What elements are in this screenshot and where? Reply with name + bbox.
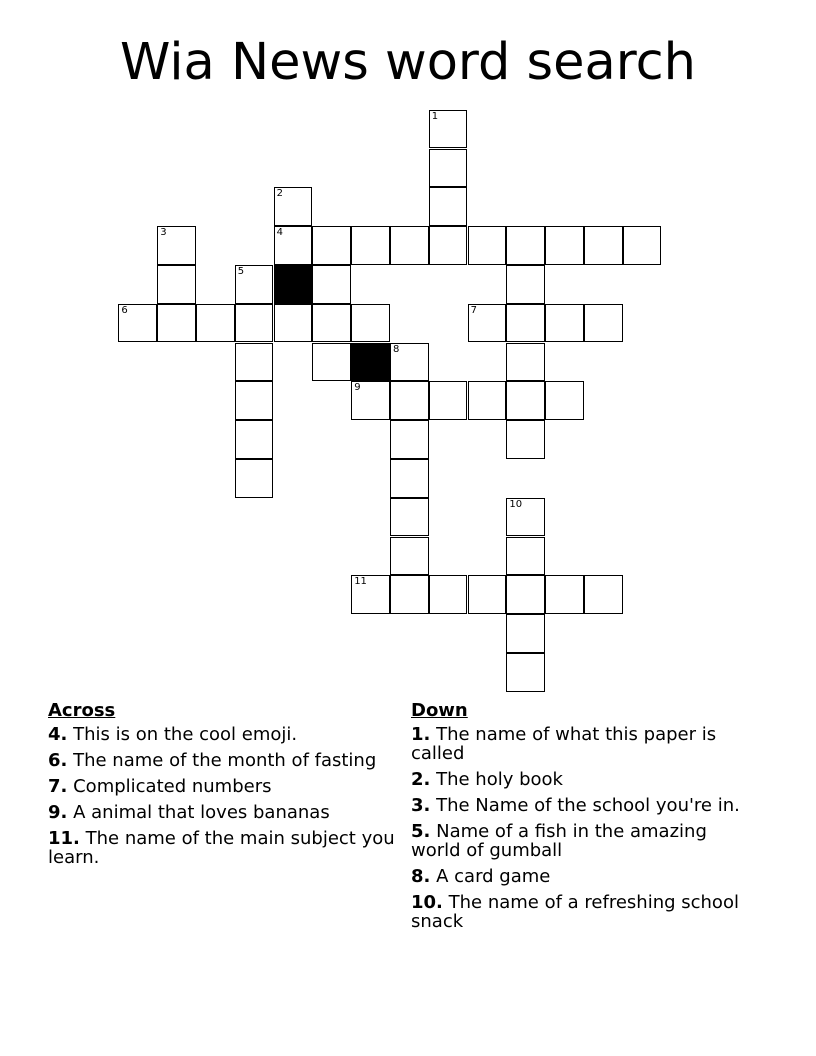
grid-cell[interactable] [506,614,545,653]
grid-cell[interactable] [506,498,545,537]
grid-cell[interactable] [468,226,507,265]
grid-cell[interactable] [429,381,468,420]
grid-cell[interactable] [584,226,623,265]
grid-cell[interactable] [390,459,429,498]
clue-number-label: 7 [470,304,477,316]
grid-cell[interactable] [235,420,274,459]
clue-number-label: 4 [276,227,283,239]
grid-cell[interactable] [506,304,545,343]
clue-number-label: 5 [237,266,245,277]
clue-text: A card game [436,866,551,887]
grid-cell[interactable] [429,149,468,188]
grid-cell[interactable] [157,304,196,343]
block-cell [351,343,390,382]
clue-number: 7. [48,776,68,797]
grid-cell[interactable] [506,265,545,304]
clue-number: 1. [411,724,431,745]
clue-number: 5. [411,821,431,842]
grid-cell[interactable] [235,343,274,382]
clue-text: The name of the month of fasting [73,750,377,771]
clue-number: 11. [48,828,80,849]
clue-text: The name of a refreshing school snack [411,892,739,932]
grid-cell[interactable] [351,381,390,420]
clue-down-2 [411,770,756,789]
clue-number: 3. [411,795,431,816]
clue-text: The name of the main subject you learn. [48,828,395,868]
grid-cell[interactable] [274,226,313,265]
clue-number: 10. [411,892,443,913]
clue-across-4 [48,725,398,744]
grid-cell[interactable] [468,575,507,614]
grid-cell[interactable] [196,304,235,343]
grid-cell[interactable] [390,537,429,576]
grid-cell[interactable] [468,304,507,343]
clue-number-label: 6 [121,304,128,316]
clue-number: 2. [411,769,431,790]
clue-number-label: 10 [509,498,523,510]
clue-number: 8. [411,866,431,887]
block-cell [274,265,313,304]
clue-text: Complicated numbers [73,776,272,797]
grid-cell[interactable] [118,304,157,343]
clue-across-7 [48,777,398,796]
grid-cell[interactable] [390,226,429,265]
grid-cell[interactable] [429,187,468,226]
grid-cell[interactable] [390,420,429,459]
clue-down-10 [411,893,756,931]
grid-cell[interactable] [468,381,507,420]
clue-number-label: 11 [354,576,367,588]
grid-cell[interactable] [429,226,468,265]
clue-text: This is on the cool emoji. [73,724,298,745]
grid-cell[interactable] [157,265,196,304]
grid-cell[interactable] [390,343,429,382]
grid-cell[interactable] [390,575,429,614]
grid-cell[interactable] [235,304,274,343]
grid-cell[interactable] [235,459,274,498]
grid-cell[interactable] [429,575,468,614]
grid-cell[interactable] [584,575,623,614]
down-heading: Down [411,700,468,721]
clue-down-8 [411,867,756,886]
grid-cell[interactable] [545,381,584,420]
grid-cell[interactable] [351,226,390,265]
grid-cell[interactable] [506,381,545,420]
grid-cell[interactable] [274,187,313,226]
clue-down-5 [411,822,756,860]
clue-text: The holy book [436,769,563,790]
grid-cell[interactable] [506,343,545,382]
clue-number-label: 2 [276,188,283,200]
grid-cell[interactable] [351,575,390,614]
clue-across-9 [48,803,398,822]
down-clues [411,701,756,938]
grid-cell[interactable] [545,575,584,614]
grid-cell[interactable] [312,226,351,265]
clue-number: 4. [48,724,68,745]
grid-cell[interactable] [312,304,351,343]
across-clues [48,701,398,874]
grid-cell[interactable] [584,304,623,343]
clue-number: 9. [48,802,68,823]
grid-cell[interactable] [235,381,274,420]
clue-number-label: 1 [431,110,439,122]
clue-text: Name of a fish in the amazing world of gumball [411,821,707,861]
grid-cell[interactable] [351,304,390,343]
clue-number-label: 3 [160,227,167,239]
grid-cell[interactable] [429,110,468,149]
grid-cell[interactable] [157,226,196,265]
grid-cell[interactable] [390,381,429,420]
clue-across-11 [48,829,398,867]
clue-down-1 [411,725,756,763]
grid-cell[interactable] [235,265,274,304]
grid-cell[interactable] [506,653,545,692]
grid-cell[interactable] [506,575,545,614]
grid-cell[interactable] [506,420,545,459]
clue-text: The Name of the school you're in. [436,795,740,816]
grid-cell[interactable] [274,304,313,343]
grid-cell[interactable] [545,226,584,265]
clue-across-6 [48,751,398,770]
clue-text: A animal that loves bananas [73,802,330,823]
page-title: Wia News word search [120,33,696,92]
grid-cell[interactable] [506,226,545,265]
clue-down-3 [411,796,756,815]
grid-cell[interactable] [506,537,545,576]
clue-text: The name of what this paper is called [411,724,717,764]
clue-number: 6. [48,750,68,771]
grid-cell[interactable] [545,304,584,343]
across-heading: Across [48,700,116,721]
clue-number-label: 8 [393,343,400,355]
grid-cell[interactable] [312,343,351,382]
grid-cell[interactable] [623,226,662,265]
grid-cell[interactable] [312,265,351,304]
grid-cell[interactable] [390,498,429,537]
clue-number-label: 9 [354,382,361,394]
